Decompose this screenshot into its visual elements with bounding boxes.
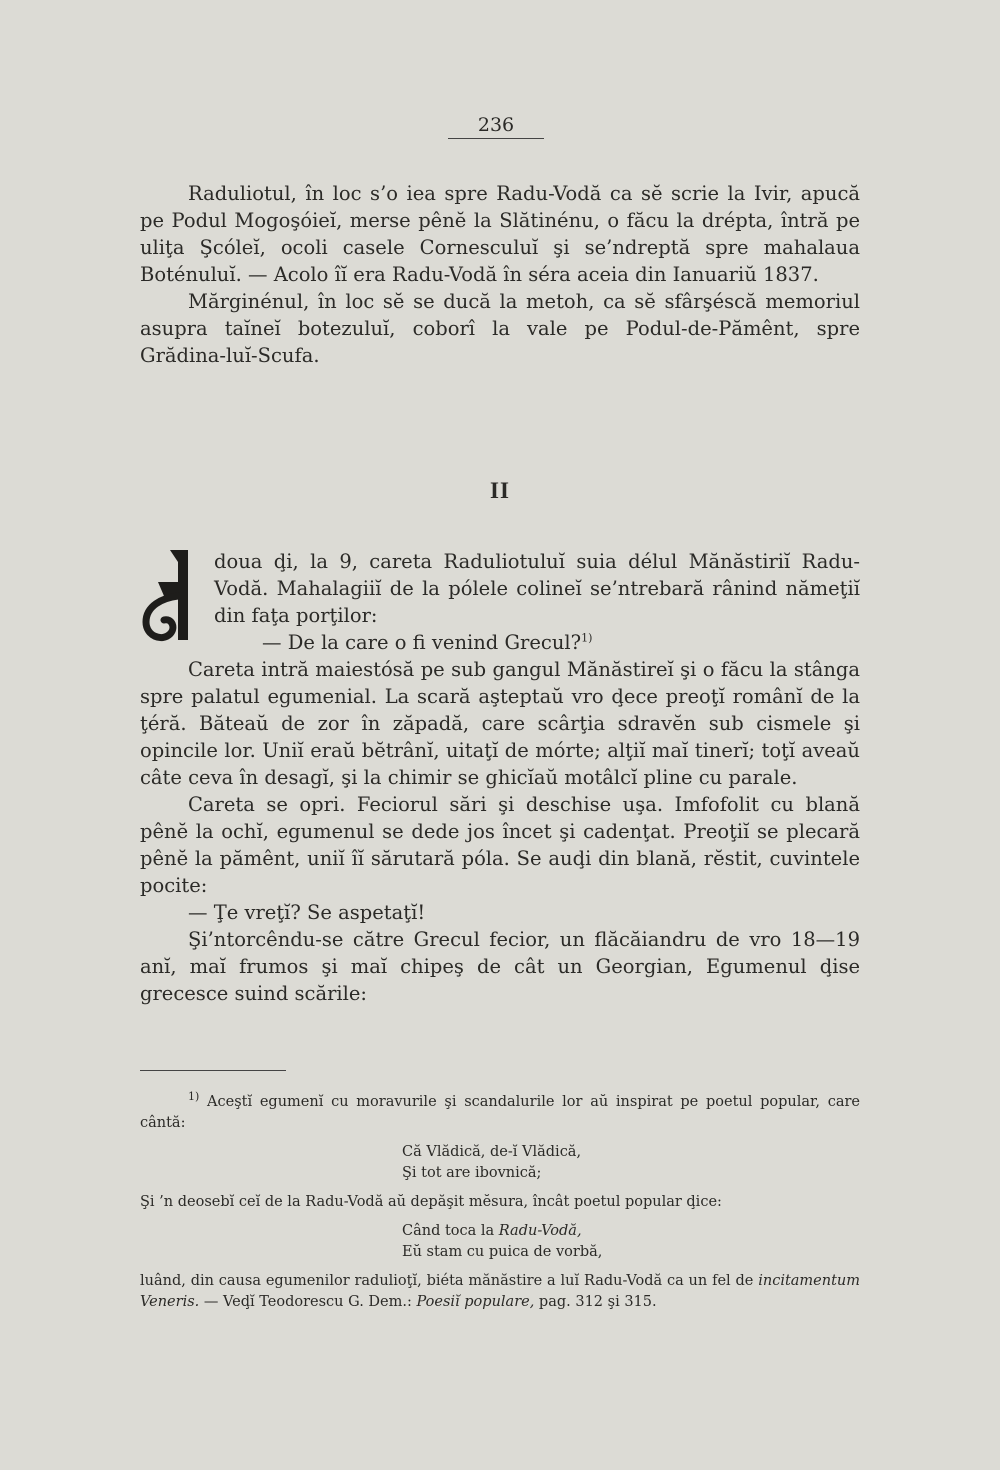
paragraph: Mărginénul, în loc sĕ se ducă la metoh, ca sĕ sfârşéscă memoriul asupra taĭneĭ botezuluĭ, coborî la vale pe Podul-de-Pămênt, spre Grădina-luĭ-Scufa. bbox=[140, 290, 860, 367]
paragraph: Careta se opri. Feciorul sări şi deschise uşa. Imfofolit cu blană pênĕ la ochĭ, egumenul se dede jos încet şi cadenţat. Preoţiĭ se plecară pênĕ la pămênt, uniĭ îĭ sărutară póla. Se auḑi din blană, rĕstit, cuvintele pocite: bbox=[140, 793, 860, 897]
page-number: 236 bbox=[448, 114, 544, 139]
footnote-intro: $^{1)}$ Aceştĭ egumenĭ cu moravurile şi scandalurile lor aŭ inspirat pe poetul popular, care cântă: bbox=[140, 1090, 860, 1131]
verse-line: Că Vlădică, de-ĭ Vlădică, bbox=[402, 1144, 582, 1160]
paragraph: Careta intră maiestósă pe sub gangul Mănăstireĭ şi o făcu la stânga spre palatul egumenial. La scară aşteptaŭ vro ḑece preoţĭ românĭ de la ţéră. Băteaŭ de zor în zăpadă, care scârţia sdravĕn sub cismele şi opincile lor. Uniĭ eraŭ bĕtrânĭ, uitaţĭ de mórte; alţiĭ maĭ tinerĭ; toţĭ aveaŭ câte ceva în desagĭ, şi la chimir se ghicĭaŭ motâlcĭ pline cu parale. bbox=[140, 658, 860, 789]
verse-line: Şi tot are ibovnică; bbox=[402, 1165, 542, 1181]
ornamental-a-icon bbox=[140, 548, 206, 644]
chapter-text-block bbox=[140, 548, 860, 1007]
dropcap bbox=[140, 548, 206, 644]
dropcap-letter: A bbox=[140, 548, 141, 549]
verse-line: Eŭ stam cu puica de vorbă, bbox=[402, 1244, 603, 1260]
footnote-middle: Şi ’n deosebĭ ceĭ de la Radu-Vodă aŭ depăşit mĕsura, încât poetul popular ḑice: bbox=[140, 1194, 722, 1210]
dialogue-line: — Ţe vreţĭ? Se aspetaţĭ! bbox=[188, 901, 426, 924]
verse-line: Când toca la Radu-Vodă, bbox=[402, 1223, 582, 1239]
dialogue-line bbox=[140, 629, 860, 656]
section-heading: II bbox=[490, 478, 510, 503]
chapter-opening: doua ḑi, la 9, careta Raduliotuluĭ suia délul Mănăstiriĭ Radu-Vodă. Mahalagiiĭ de la pólele colineĭ se’ntrebară rânind nămeţiĭ din faţa porţilor: bbox=[214, 550, 860, 627]
footnotes bbox=[140, 1092, 860, 1313]
opening-text-block bbox=[140, 180, 860, 369]
dialogue-text: — De la care o fi venind Grecul? bbox=[262, 631, 582, 654]
paragraph: Şi’ntorcêndu-se către Grecul fecior, un flăcăiandru de vro 18—19 anĭ, maĭ frumos şi maĭ chipeş de cât un Georgian, Egumenul ḑise grecesce suind scările: bbox=[140, 928, 860, 1005]
footnote-reference: 1) bbox=[581, 631, 593, 645]
footnote-divider bbox=[140, 1070, 286, 1071]
paragraph: Raduliotul, în loc s’o iea spre Radu-Vodă ca sĕ scrie la Ivir, apucă pe Podul Mogoşóieĭ, merse pênĕ la Slătinénu, o făcu la drépta, întră pe uliţa Şcóleĭ, ocoli casele Cornesculuĭ şi se’ndreptă spre mahalaua Boténuluĭ. — Acolo îĭ era Radu-Vodă în séra aceia din Ianuariŭ 1837. bbox=[140, 182, 860, 286]
footnote-end: luând, din causa egumenilor radulioţĭ, biéta mănăstire a luĭ Radu-Vodă ca un fel de incitamentum Veneris. — Veḑĭ Teodorescu G. Dem.: Poesiĭ populare, pag. 312 şi 315. bbox=[140, 1273, 861, 1310]
footnote-marker: 1) bbox=[188, 1090, 200, 1104]
